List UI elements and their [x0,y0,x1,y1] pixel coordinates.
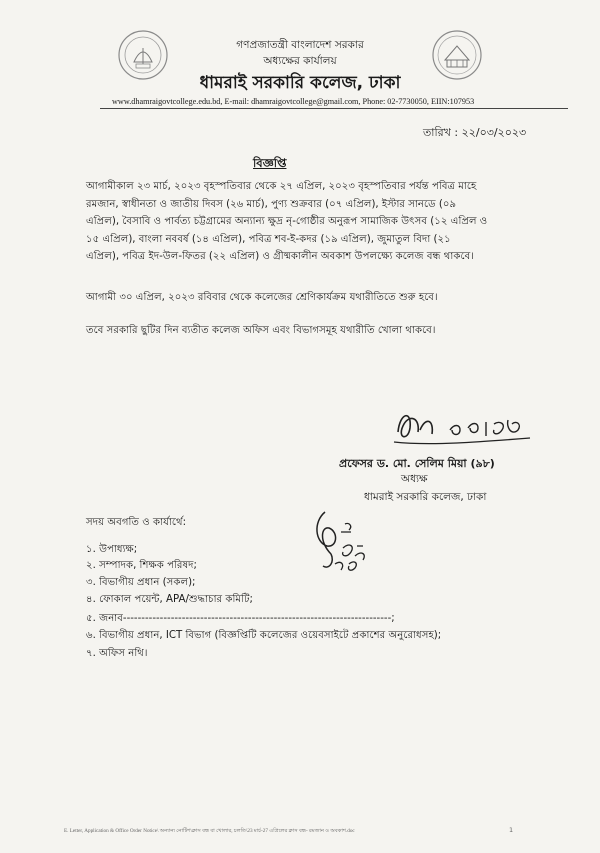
paragraph-line: রমজান, স্বাধীনতা ও জাতীয় দিবস (২৬ মার্চ), পুণ্য শুক্রবার (০৭ এপ্রিল), ইস্টার সানডে (০৯ [86,198,457,210]
notice-paragraph-closure [86,178,538,266]
paragraph-line: এপ্রিল), বৈসাবি ও পার্বত্য চট্টগ্রামের অন্যান্য ক্ষুদ্র নৃ-গোষ্ঠীর অনুরূপ সামাজিক উৎসব (১২ এপ্রিল ও [86,216,488,227]
contact-line: www.dhamraigovtcollege.edu.bd, E-mail: dhamraigovtcollege@gmail.com, Phone: 02-7730050, EIIN:107953 [112,97,475,106]
notice-title: বিজ্ঞপ্তি [253,156,287,170]
notice-paragraph-reopen: আগামী ৩০ এপ্রিল, ২০২৩ রবিবার থেকে কলেজের শ্রেণিকার্যক্রম যথারীতিতে শুরু হবে। [86,292,438,303]
paragraph-line: ১৫ এপ্রিল), বাংলা নববর্ষ (১৪ এপ্রিল), পবিত্র শব-ই-কদর (১৯ এপ্রিল), জুমাতুল বিদা (২১ [86,233,451,245]
cc-item: ১. উপাধ্যক্ষ; [86,544,138,555]
header-divider [100,108,568,109]
notice-date: তারিখ : ২২/০৩/২০২৩ [423,126,527,139]
signatory-name: প্রফেসর ড. মো. সেলিম মিয়া (৯৮) [339,457,495,470]
file-path-footer: E. Letter, Application & Office Order Notice\ অন্যান্য নোটিশ\ক্লাস বন্ধ বা খোলার, চলতি\23 মার্চ-27 এপ্রিলের ক্লাস বন্ধ- রমজান ও অবকাশ.doc [64,828,355,834]
cc-item: ৭. অফিস নথি। [86,648,148,659]
handwritten-initial [305,502,387,582]
paragraph-line: আগামীকাল ২৩ মার্চ, ২০২৩ বৃহস্পতিবার থেকে ২৭ এপ্রিল, ২০২৩ বৃহস্পতিবার পর্যন্ত পবিত্র মাহে [86,181,477,192]
college-name: ধামরাই সরকারি কলেজ, ঢাকা [199,73,401,93]
office-name: অধ্যক্ষের কার্যালয় [263,55,337,67]
notice-paragraph-office: তবে সরকারি ছুটির দিন ব্যতীত কলেজ অফিস এবং বিভাগসমূহ যথারীতি খোলা থাকবে। [86,325,436,336]
signatory-organization: ধামরাই সরকারি কলেজ, ঢাকা [364,491,487,503]
paragraph-line: এপ্রিল), পবিত্র ইদ-উল-ফিতর (২২ এপ্রিল) ও গ্রীষ্মকালীন অবকাশ উপলক্ষ্যে কলেজ বন্ধ থাকবে। [86,251,474,262]
government-name: গণপ্রজাতন্ত্রী বাংলাদেশ সরকার [236,39,364,51]
cc-item: ৫. জনাব-------------------------------------------------------------------------; [86,613,395,624]
cc-item: ২. সম্পাদক, শিক্ষক পরিষদ; [86,560,197,571]
principal-signature [390,402,540,454]
cc-item: ৪. ফোকাল পয়েন্ট, APA/শুদ্ধাচার কমিটি; [86,594,253,605]
cc-heading: সদয় অবগতি ও কার্যার্থে: [86,517,187,528]
cc-item: ৩. বিভাগীয় প্রধান (সকল); [86,577,196,588]
page-number: 1 [509,826,514,834]
signatory-designation: অধ্যক্ষ [401,473,428,485]
cc-item: ৬. বিভাগীয় প্রধান, ICT বিভাগ (বিজ্ঞপ্তিটি কলেজের ওয়েবসাইটে প্রকাশের অনুরোধসহ); [86,630,442,641]
